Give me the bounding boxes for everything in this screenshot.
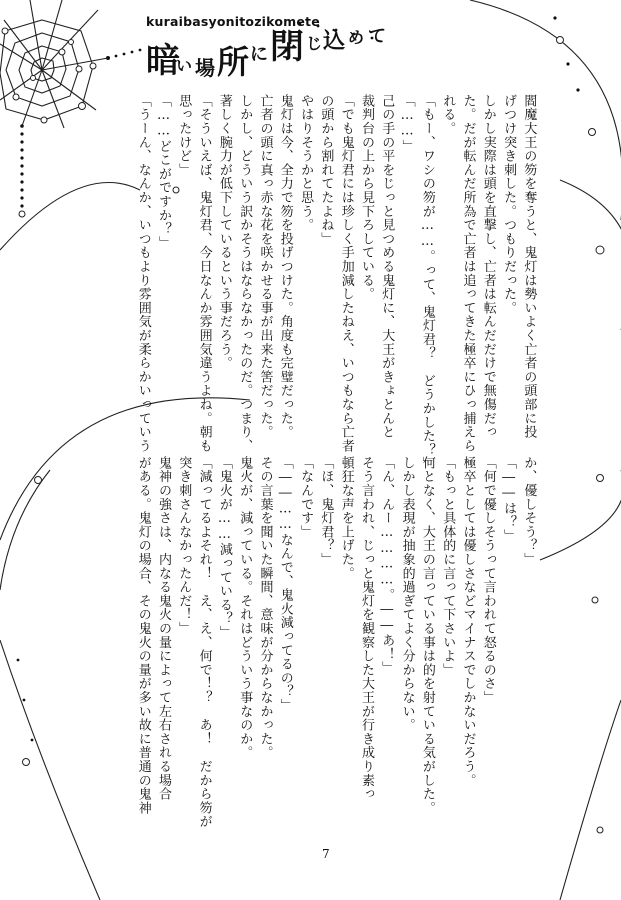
upper-column: しかし、どういう訳かそうはならなかったのだ。つまり、 — [237, 94, 253, 453]
upper-column: 己の手の平をじっと見つめる鬼灯に、大王がきょとんと — [379, 94, 395, 439]
upper-column: げつけ突き刺した。つもりだった。 — [501, 94, 517, 315]
lower-column: 何となく、大王の言っている事は的を射ている気がした。 — [419, 456, 435, 815]
lower-column: がある。鬼灯の場合、その鬼火の量が多い故に普通の鬼神 — [135, 456, 151, 815]
page-number: 7 — [322, 847, 330, 861]
upper-column: 閻魔大王の笏を奪うと、鬼灯は勢いよく亡者の頭部に投 — [521, 94, 537, 439]
upper-column: 「そういえば、鬼灯君、今日なんか雰囲気違うよね。朝も — [196, 94, 212, 453]
lower-column: 鬼神の強さは、内なる鬼火の量によって左右される場合 — [156, 456, 171, 801]
upper-column: 「でも鬼灯君には珍しく手加減したねえ、いつもなら亡者 — [338, 94, 354, 453]
upper-column: やはりそうかと思う。 — [298, 94, 314, 232]
lower-column: 「ほ、鬼灯君？」 — [318, 456, 334, 567]
upper-column: 「もー、ワシの笏が……。って、鬼灯君？ どうかした？」 — [419, 94, 435, 471]
lower-column: 「――は？」 — [501, 456, 517, 543]
lower-column: その言葉を聞いた瞬間、意味が分からなかった。 — [257, 456, 273, 760]
title-char: い — [176, 56, 193, 75]
lower-column: そう言われ、じっと鬼灯を観察した大王が行き成り素っ — [359, 456, 374, 801]
lower-column: 鬼火が、減っている。それはどういう事なのか。 — [237, 456, 253, 760]
upper-column: 「うーん、なんか、いつもより雰囲気が柔らかいっていう — [135, 94, 151, 453]
title-char: 込 — [323, 28, 346, 54]
upper-column: 亡者の頭に真っ赤な花を咲かせる事が出来た筈だった。 — [257, 94, 273, 439]
romaji-subtitle: kuraibasyonitozikomete — [146, 14, 320, 29]
upper-column: しかし実際は頭を直撃し、亡者は転んだだけで無傷だっ — [480, 94, 496, 439]
lower-column: 「何で優しそうって言われて怒るのさ」 — [480, 456, 496, 705]
lower-column: 「もっと具体的に言って下さいよ」 — [440, 456, 456, 677]
title-char: め — [348, 28, 365, 47]
title-char: て — [368, 26, 386, 47]
upper-column: 「……」 — [399, 94, 415, 154]
lower-column: 「――……なんで、鬼火減ってるの？」 — [277, 456, 293, 713]
title-char: 所 — [217, 43, 250, 81]
title-char: じ — [306, 34, 323, 53]
upper-column: た。だが転んだ所為で亡者は追ってきた極卒にひっ捕えら — [460, 94, 476, 453]
lower-column: 突き刺さんなかったんだ！」 — [176, 456, 192, 636]
title-char: 暗 — [146, 41, 180, 81]
lower-column: しかし表現が抽象的過ぎてよく分からない。 — [399, 456, 415, 732]
lower-column: 「なんです」 — [298, 456, 314, 539]
lower-column: 「鬼火が……減っている？」 — [216, 456, 232, 640]
upper-column: 鬼灯は今、全力で笏を投げつけた。角度も完璧だった。 — [277, 94, 293, 439]
title-char: 場 — [195, 56, 215, 80]
upper-column: れる。 — [440, 94, 456, 136]
title-char: に — [250, 44, 268, 65]
lower-column: か、優しそう？」 — [521, 456, 537, 567]
upper-column: 思ったけど」 — [176, 94, 192, 177]
title-char: 閉 — [270, 27, 304, 67]
upper-column: 「……どこがですか？」 — [156, 94, 171, 250]
upper-column: 著しく腕力が低下しているという事だろう。 — [216, 94, 232, 370]
lower-column: 「ん、んー…………。――あ！」 — [379, 456, 395, 675]
lower-column: 極卒としては優しさなどマイナスでしかないだろう。 — [460, 456, 476, 788]
upper-column: の頭から割れてたよね」 — [318, 94, 334, 246]
upper-column: 裁判台の上から見下ろしている。 — [359, 94, 374, 301]
lower-column: 頓狂な声を上げた。 — [338, 456, 354, 581]
lower-column: 「減ってるよそれ！ え、え、何で！？ あ！ だから笏が — [196, 456, 212, 829]
